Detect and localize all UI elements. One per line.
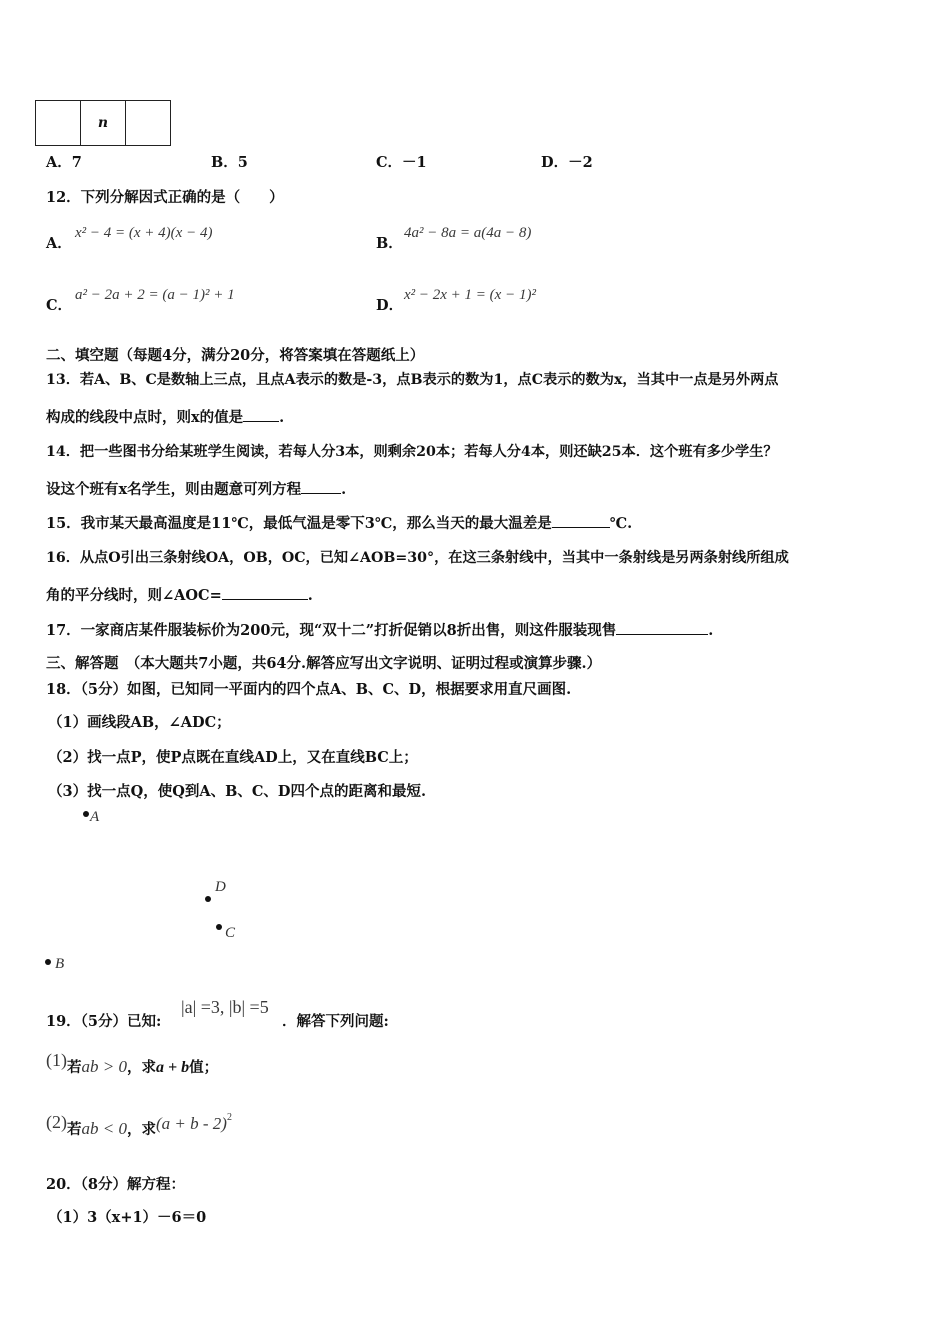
q15-text: 15．我市某天最高温度是11℃，最低气温是零下3℃，那么当天的最大温差是: [46, 515, 552, 532]
q17-text: 17．一家商店某件服装标价为200元，现“双十二”打折促销以8折出售，则这件服装现售: [46, 622, 617, 639]
q18-part-1: （1）画线段AB，∠ADC；: [48, 714, 231, 731]
q16-line1: 16．从点O引出三条射线OA，OB，OC，已知∠AOB=30°，在这三条射线中，当其中一条射线是另两条射线所组成: [46, 550, 789, 566]
q11-option-c: C．－1: [376, 154, 427, 171]
q13-line2-end: .: [279, 409, 285, 426]
q19-part-1-target: a + b: [155, 1059, 190, 1076]
q12-option-d-letter: D．: [376, 297, 404, 314]
q14-line2-end: .: [341, 481, 347, 498]
q14-line2-text: 设这个班有x名学生，则由题意可列方程: [46, 481, 302, 498]
q19-part-2-cond: ab < 0: [81, 1119, 127, 1138]
q19-part-1-num: (1): [46, 1050, 67, 1070]
q15-line: [46, 512, 632, 533]
q19-part-1-mid: ，求: [126, 1059, 156, 1076]
q19-stem-pre: 19．（5分）已知:: [46, 1013, 162, 1030]
q19-part-1-cond: ab > 0: [81, 1057, 127, 1076]
q14-answer-blank[interactable]: [301, 479, 341, 494]
q16-line2-text: 角的平分线时，则∠AOC=: [46, 587, 222, 604]
q11-option-d: D．－2: [541, 154, 593, 171]
q19-part-1-post: 值；: [189, 1059, 219, 1076]
q18-stem: 18．（5分）如图，已知同一平面内的四个点A、B、C、D，根据要求用直尺画图.: [46, 681, 572, 698]
q19-part-2-num: (2): [46, 1112, 67, 1132]
q19-given: |a| =3, |b| =5: [181, 997, 269, 1017]
q19-part-2-pre: 若: [67, 1121, 82, 1138]
q20-stem: 20．（8分）解方程：: [46, 1176, 186, 1193]
q19-part-2: [46, 1111, 232, 1139]
q19-part-1: [46, 1050, 219, 1077]
q12-option-b-letter: B．: [376, 235, 403, 252]
q19-stem-post: ．解答下列问题:: [282, 1013, 389, 1030]
point-b-label: B: [55, 956, 65, 972]
point-c-label: C: [225, 925, 236, 941]
q16-line2: [46, 584, 313, 605]
point-b-dot: [45, 959, 51, 965]
q12-option-b-expr: 4a² − 8a = a(4a − 8): [404, 225, 532, 241]
q13-line1: 13．若A、B、C是数轴上三点，且点A表示的数是-3，点B表示的数为1，点C表示的数为x，当其中一点是另外两点: [46, 372, 779, 388]
point-a-label: A: [90, 809, 100, 825]
q12-option-d-expr: x² − 2x + 1 = (x − 1)²: [404, 287, 536, 303]
section-3-heading: 三、解答题 （本大题共7小题，共64分.解答应写出文字说明、证明过程或演算步骤.）: [46, 655, 602, 672]
q13-line2-text: 构成的线段中点时，则x的值是: [46, 409, 244, 426]
q14-line1: 14．把一些图书分给某班学生阅读，若每人分3本，则剩余20本；若每人分4本，则还缺25本．这个班有多少学生？: [46, 444, 778, 460]
q17-answer-blank[interactable]: [616, 620, 708, 635]
q19-part-1-pre: 若: [67, 1059, 82, 1076]
q18-part-2: （2）找一点P，使P点既在直线AD上，又在直线BC上；: [48, 749, 418, 766]
answer-grid: [35, 100, 171, 146]
grid-cell: [126, 101, 171, 146]
q16-answer-blank[interactable]: [222, 585, 308, 600]
point-d-label: D: [215, 879, 226, 895]
q12-option-a-letter: A．: [46, 235, 72, 252]
q13-answer-blank[interactable]: [243, 407, 279, 422]
q19-part-2-target: (a + b - 2): [155, 1114, 227, 1133]
q19-part-2-exponent: 2: [226, 1111, 232, 1123]
grid-cell: n: [81, 101, 126, 146]
q18-part-3: （3）找一点Q，使Q到A、B、C、D四个点的距离和最短.: [48, 783, 427, 800]
q16-line2-end: .: [307, 587, 313, 604]
q11-option-b: B．5: [211, 154, 248, 171]
q13-line2: [46, 406, 284, 427]
q15-answer-blank[interactable]: [552, 513, 610, 528]
q12-option-c-expr: a² − 2a + 2 = (a − 1)² + 1: [75, 287, 235, 303]
q19-part-2-mid: ，求: [126, 1121, 156, 1138]
q17-line: [46, 619, 713, 640]
q15-end: ℃.: [609, 515, 633, 532]
q20-part-1: （1）3（x+1）－6＝0: [48, 1209, 207, 1226]
q12-stem: 12．下列分解因式正确的是（ ）: [46, 189, 284, 206]
q12-option-c-letter: C．: [46, 297, 73, 314]
point-d-dot: [205, 896, 211, 902]
section-2-heading: 二、填空题（每题4分，满分20分，将答案填在答题纸上）: [46, 347, 425, 364]
point-a-dot: [83, 811, 89, 817]
point-c-dot: [216, 924, 222, 930]
q12-option-a-expr: x² − 4 = (x + 4)(x − 4): [75, 225, 213, 241]
q11-option-a: A．7: [46, 154, 82, 171]
grid-cell: [36, 101, 81, 146]
q14-line2: [46, 478, 346, 499]
q17-end: .: [708, 622, 714, 639]
